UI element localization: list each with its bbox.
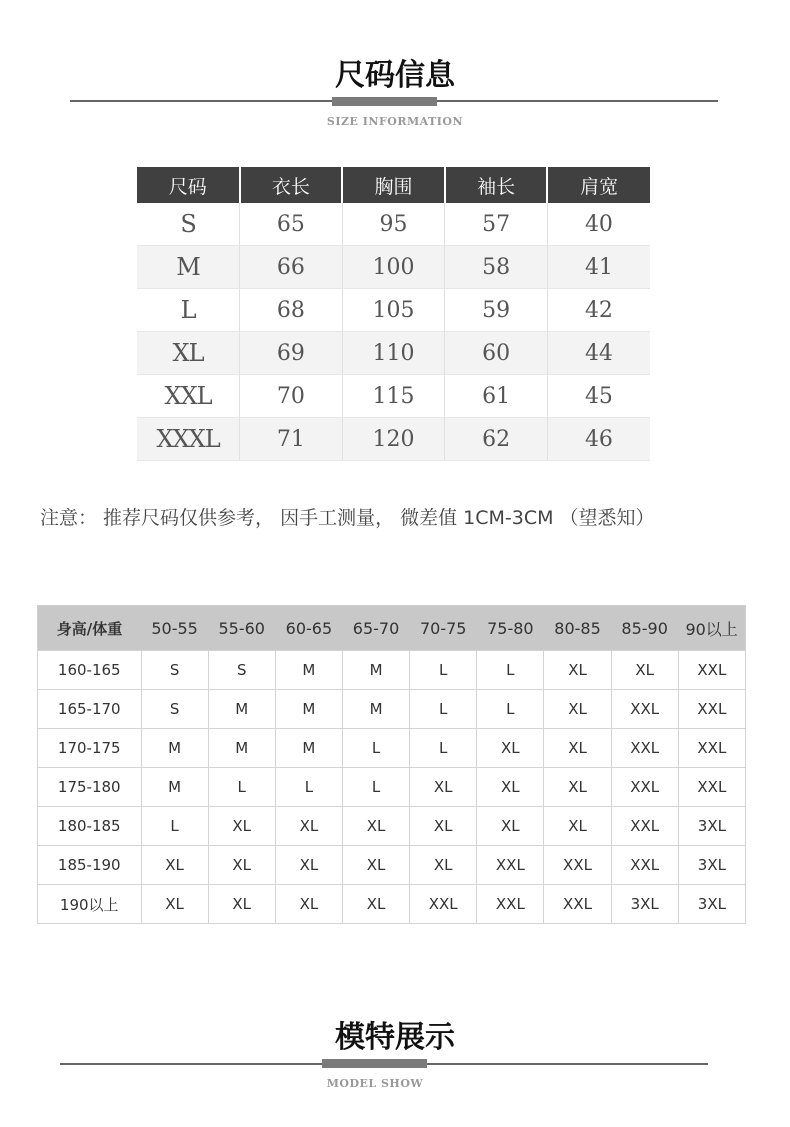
chart-row xyxy=(38,885,746,924)
measurement-cell: 42 xyxy=(547,289,650,332)
size-label: XXL xyxy=(137,375,240,418)
recommended-size-cell: L xyxy=(342,768,409,807)
recommended-size-cell: XXL xyxy=(477,846,544,885)
size-label: XL xyxy=(137,332,240,375)
recommended-size-cell: XL xyxy=(342,846,409,885)
chart-row xyxy=(38,690,746,729)
recommended-size-cell: M xyxy=(141,729,208,768)
measurement-cell: 105 xyxy=(342,289,445,332)
recommended-size-cell: L xyxy=(275,768,342,807)
table-row xyxy=(137,418,650,461)
recommended-size-cell: XL xyxy=(410,768,477,807)
recommended-size-cell: XXL xyxy=(611,768,678,807)
recommended-size-cell: L xyxy=(410,729,477,768)
recommended-size-cell: XL xyxy=(141,885,208,924)
weight-range-header: 80-85 xyxy=(544,606,611,651)
height-range-cell: 165-170 xyxy=(38,690,142,729)
height-range-cell: 175-180 xyxy=(38,768,142,807)
height-weight-size-chart xyxy=(37,605,746,924)
column-header: 衣长 xyxy=(240,167,343,203)
recommended-size-cell: XXL xyxy=(611,729,678,768)
weight-range-header: 90以上 xyxy=(678,606,745,651)
recommended-size-cell: XL xyxy=(208,846,275,885)
recommended-size-cell: M xyxy=(275,651,342,690)
recommended-size-cell: 3XL xyxy=(678,846,745,885)
recommended-size-cell: S xyxy=(208,651,275,690)
measurement-cell: 70 xyxy=(240,375,343,418)
measurement-cell: 58 xyxy=(445,246,548,289)
table-row xyxy=(137,375,650,418)
measurement-cell: 41 xyxy=(547,246,650,289)
measurement-cell: 45 xyxy=(547,375,650,418)
measurement-cell: 100 xyxy=(342,246,445,289)
recommended-size-cell: XXL xyxy=(477,885,544,924)
size-label: M xyxy=(137,246,240,289)
chart-row xyxy=(38,846,746,885)
recommended-size-cell: 3XL xyxy=(678,885,745,924)
recommended-size-cell: XL xyxy=(410,807,477,846)
size-measurement-table xyxy=(137,167,650,461)
recommended-size-cell: XL xyxy=(275,846,342,885)
recommended-size-cell: L xyxy=(410,651,477,690)
column-header: 尺码 xyxy=(137,167,240,203)
recommended-size-cell: XXL xyxy=(678,729,745,768)
recommended-size-cell: XXL xyxy=(544,885,611,924)
chart-row xyxy=(38,807,746,846)
recommended-size-cell: XL xyxy=(544,807,611,846)
weight-range-header: 55-60 xyxy=(208,606,275,651)
recommended-size-cell: XL xyxy=(410,846,477,885)
column-header: 肩宽 xyxy=(547,167,650,203)
size-label: S xyxy=(137,203,240,246)
chart-row xyxy=(38,651,746,690)
recommended-size-cell: L xyxy=(208,768,275,807)
weight-range-header: 70-75 xyxy=(410,606,477,651)
weight-range-header: 85-90 xyxy=(611,606,678,651)
recommended-size-cell: XL xyxy=(141,846,208,885)
chart-corner-header: 身高/体重 xyxy=(38,606,142,651)
recommended-size-cell: L xyxy=(342,729,409,768)
chart-header-row xyxy=(38,606,746,651)
recommended-size-cell: XXL xyxy=(678,690,745,729)
model-divider-accent xyxy=(322,1059,427,1068)
height-range-cell: 170-175 xyxy=(38,729,142,768)
recommended-size-cell: XL xyxy=(275,807,342,846)
recommended-size-cell: XXL xyxy=(611,846,678,885)
measurement-cell: 57 xyxy=(445,203,548,246)
height-range-cell: 190以上 xyxy=(38,885,142,924)
recommended-size-cell: S xyxy=(141,651,208,690)
recommended-size-cell: L xyxy=(141,807,208,846)
model-show-subtitle: MODEL SHOW xyxy=(326,1077,424,1090)
size-label: L xyxy=(137,289,240,332)
recommended-size-cell: M xyxy=(208,729,275,768)
recommended-size-cell: XXL xyxy=(678,768,745,807)
recommended-size-cell: XL xyxy=(208,885,275,924)
recommended-size-cell: XL xyxy=(477,768,544,807)
recommended-size-cell: XL xyxy=(275,885,342,924)
recommended-size-cell: L xyxy=(410,690,477,729)
size-info-title: 尺码信息 xyxy=(335,58,455,93)
size-label: XXXL xyxy=(137,418,240,461)
measurement-cell: 95 xyxy=(342,203,445,246)
table-row xyxy=(137,332,650,375)
height-range-cell: 160-165 xyxy=(38,651,142,690)
table-header-row xyxy=(137,167,650,203)
weight-range-header: 60-65 xyxy=(275,606,342,651)
measurement-cell: 59 xyxy=(445,289,548,332)
weight-range-header: 75-80 xyxy=(477,606,544,651)
title-divider-accent xyxy=(332,97,437,106)
recommended-size-cell: L xyxy=(477,651,544,690)
recommended-size-cell: XL xyxy=(611,651,678,690)
measurement-cell: 69 xyxy=(240,332,343,375)
measurement-cell: 40 xyxy=(547,203,650,246)
recommended-size-cell: XXL xyxy=(611,807,678,846)
recommended-size-cell: 3XL xyxy=(678,807,745,846)
height-range-cell: 185-190 xyxy=(38,846,142,885)
recommended-size-cell: XXL xyxy=(611,690,678,729)
height-range-cell: 180-185 xyxy=(38,807,142,846)
measurement-cell: 61 xyxy=(445,375,548,418)
recommended-size-cell: XL xyxy=(544,768,611,807)
recommended-size-cell: M xyxy=(342,651,409,690)
model-show-title: 模特展示 xyxy=(335,1020,455,1055)
recommended-size-cell: XXL xyxy=(544,846,611,885)
recommended-size-cell: XL xyxy=(477,807,544,846)
recommended-size-cell: XL xyxy=(342,885,409,924)
measurement-cell: 60 xyxy=(445,332,548,375)
measurement-cell: 65 xyxy=(240,203,343,246)
measurement-cell: 62 xyxy=(445,418,548,461)
recommended-size-cell: XXL xyxy=(678,651,745,690)
measurement-cell: 66 xyxy=(240,246,343,289)
recommended-size-cell: XL xyxy=(477,729,544,768)
column-header: 袖长 xyxy=(445,167,548,203)
recommended-size-cell: M xyxy=(275,690,342,729)
recommended-size-cell: 3XL xyxy=(611,885,678,924)
measurement-cell: 44 xyxy=(547,332,650,375)
measurement-cell: 110 xyxy=(342,332,445,375)
recommended-size-cell: XL xyxy=(544,729,611,768)
recommended-size-cell: XL xyxy=(342,807,409,846)
recommended-size-cell: XXL xyxy=(410,885,477,924)
recommended-size-cell: M xyxy=(275,729,342,768)
chart-row xyxy=(38,729,746,768)
measurement-note: 注意： 推荐尺码仅供参考， 因手工测量， 微差值 1CM-3CM （望悉知） xyxy=(40,507,655,529)
weight-range-header: 65-70 xyxy=(342,606,409,651)
measurement-cell: 46 xyxy=(547,418,650,461)
recommended-size-cell: M xyxy=(141,768,208,807)
recommended-size-cell: XL xyxy=(208,807,275,846)
size-info-subtitle: SIZE INFORMATION xyxy=(326,115,464,128)
recommended-size-cell: M xyxy=(342,690,409,729)
table-row xyxy=(137,203,650,246)
recommended-size-cell: M xyxy=(208,690,275,729)
recommended-size-cell: XL xyxy=(544,690,611,729)
column-header: 胸围 xyxy=(342,167,445,203)
measurement-cell: 115 xyxy=(342,375,445,418)
chart-row xyxy=(38,768,746,807)
measurement-cell: 71 xyxy=(240,418,343,461)
measurement-cell: 120 xyxy=(342,418,445,461)
weight-range-header: 50-55 xyxy=(141,606,208,651)
table-row xyxy=(137,289,650,332)
measurement-cell: 68 xyxy=(240,289,343,332)
recommended-size-cell: XL xyxy=(544,651,611,690)
table-row xyxy=(137,246,650,289)
recommended-size-cell: L xyxy=(477,690,544,729)
recommended-size-cell: S xyxy=(141,690,208,729)
